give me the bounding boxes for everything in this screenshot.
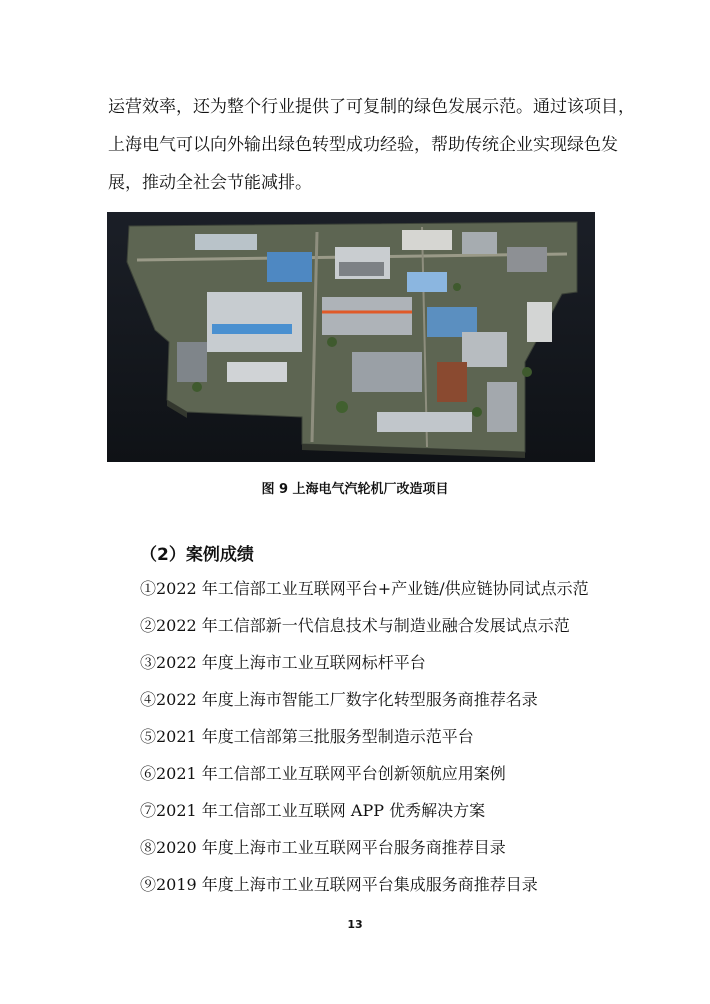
list-item: ⑥2021 年工信部工业互联网平台创新领航应用案例 [140, 764, 506, 783]
list-item: ⑦2021 年工信部工业互联网 APP 优秀解决方案 [140, 801, 486, 820]
list-item: ⑨2019 年度上海市工业互联网平台集成服务商推荐目录 [140, 875, 538, 894]
list-item: ②2022 年工信部新一代信息技术与制造业融合发展试点示范 [140, 616, 570, 635]
section-heading: （2）案例成绩 [140, 545, 254, 565]
paragraph-line: 上海电气可以向外输出绿色转型成功经验，帮助传统企业实现绿色发 [108, 135, 618, 155]
achievement-list [140, 570, 589, 903]
list-item: ⑧2020 年度上海市工业互联网平台服务商推荐目录 [140, 838, 506, 857]
paragraph-line: 运营效率，还为整个行业提供了可复制的绿色发展示范。通过该项目， [108, 97, 635, 117]
list-item: ①2022 年工信部工业互联网平台+产业链/供应链协同试点示范 [140, 579, 589, 598]
factory-aerial-image [107, 212, 595, 462]
paragraph-line: 展，推动全社会节能减排。 [108, 173, 312, 193]
figure-caption: 图 9 上海电气汽轮机厂改造项目 [261, 482, 449, 497]
list-item: ⑤2021 年度工信部第三批服务型制造示范平台 [140, 727, 474, 746]
list-item: ③2022 年度上海市工业互联网标杆平台 [140, 653, 426, 672]
page-number: 13 [347, 918, 363, 931]
list-item: ④2022 年度上海市智能工厂数字化转型服务商推荐名录 [140, 690, 538, 709]
intro-paragraph [108, 88, 635, 202]
factory-3d-model [107, 212, 595, 462]
